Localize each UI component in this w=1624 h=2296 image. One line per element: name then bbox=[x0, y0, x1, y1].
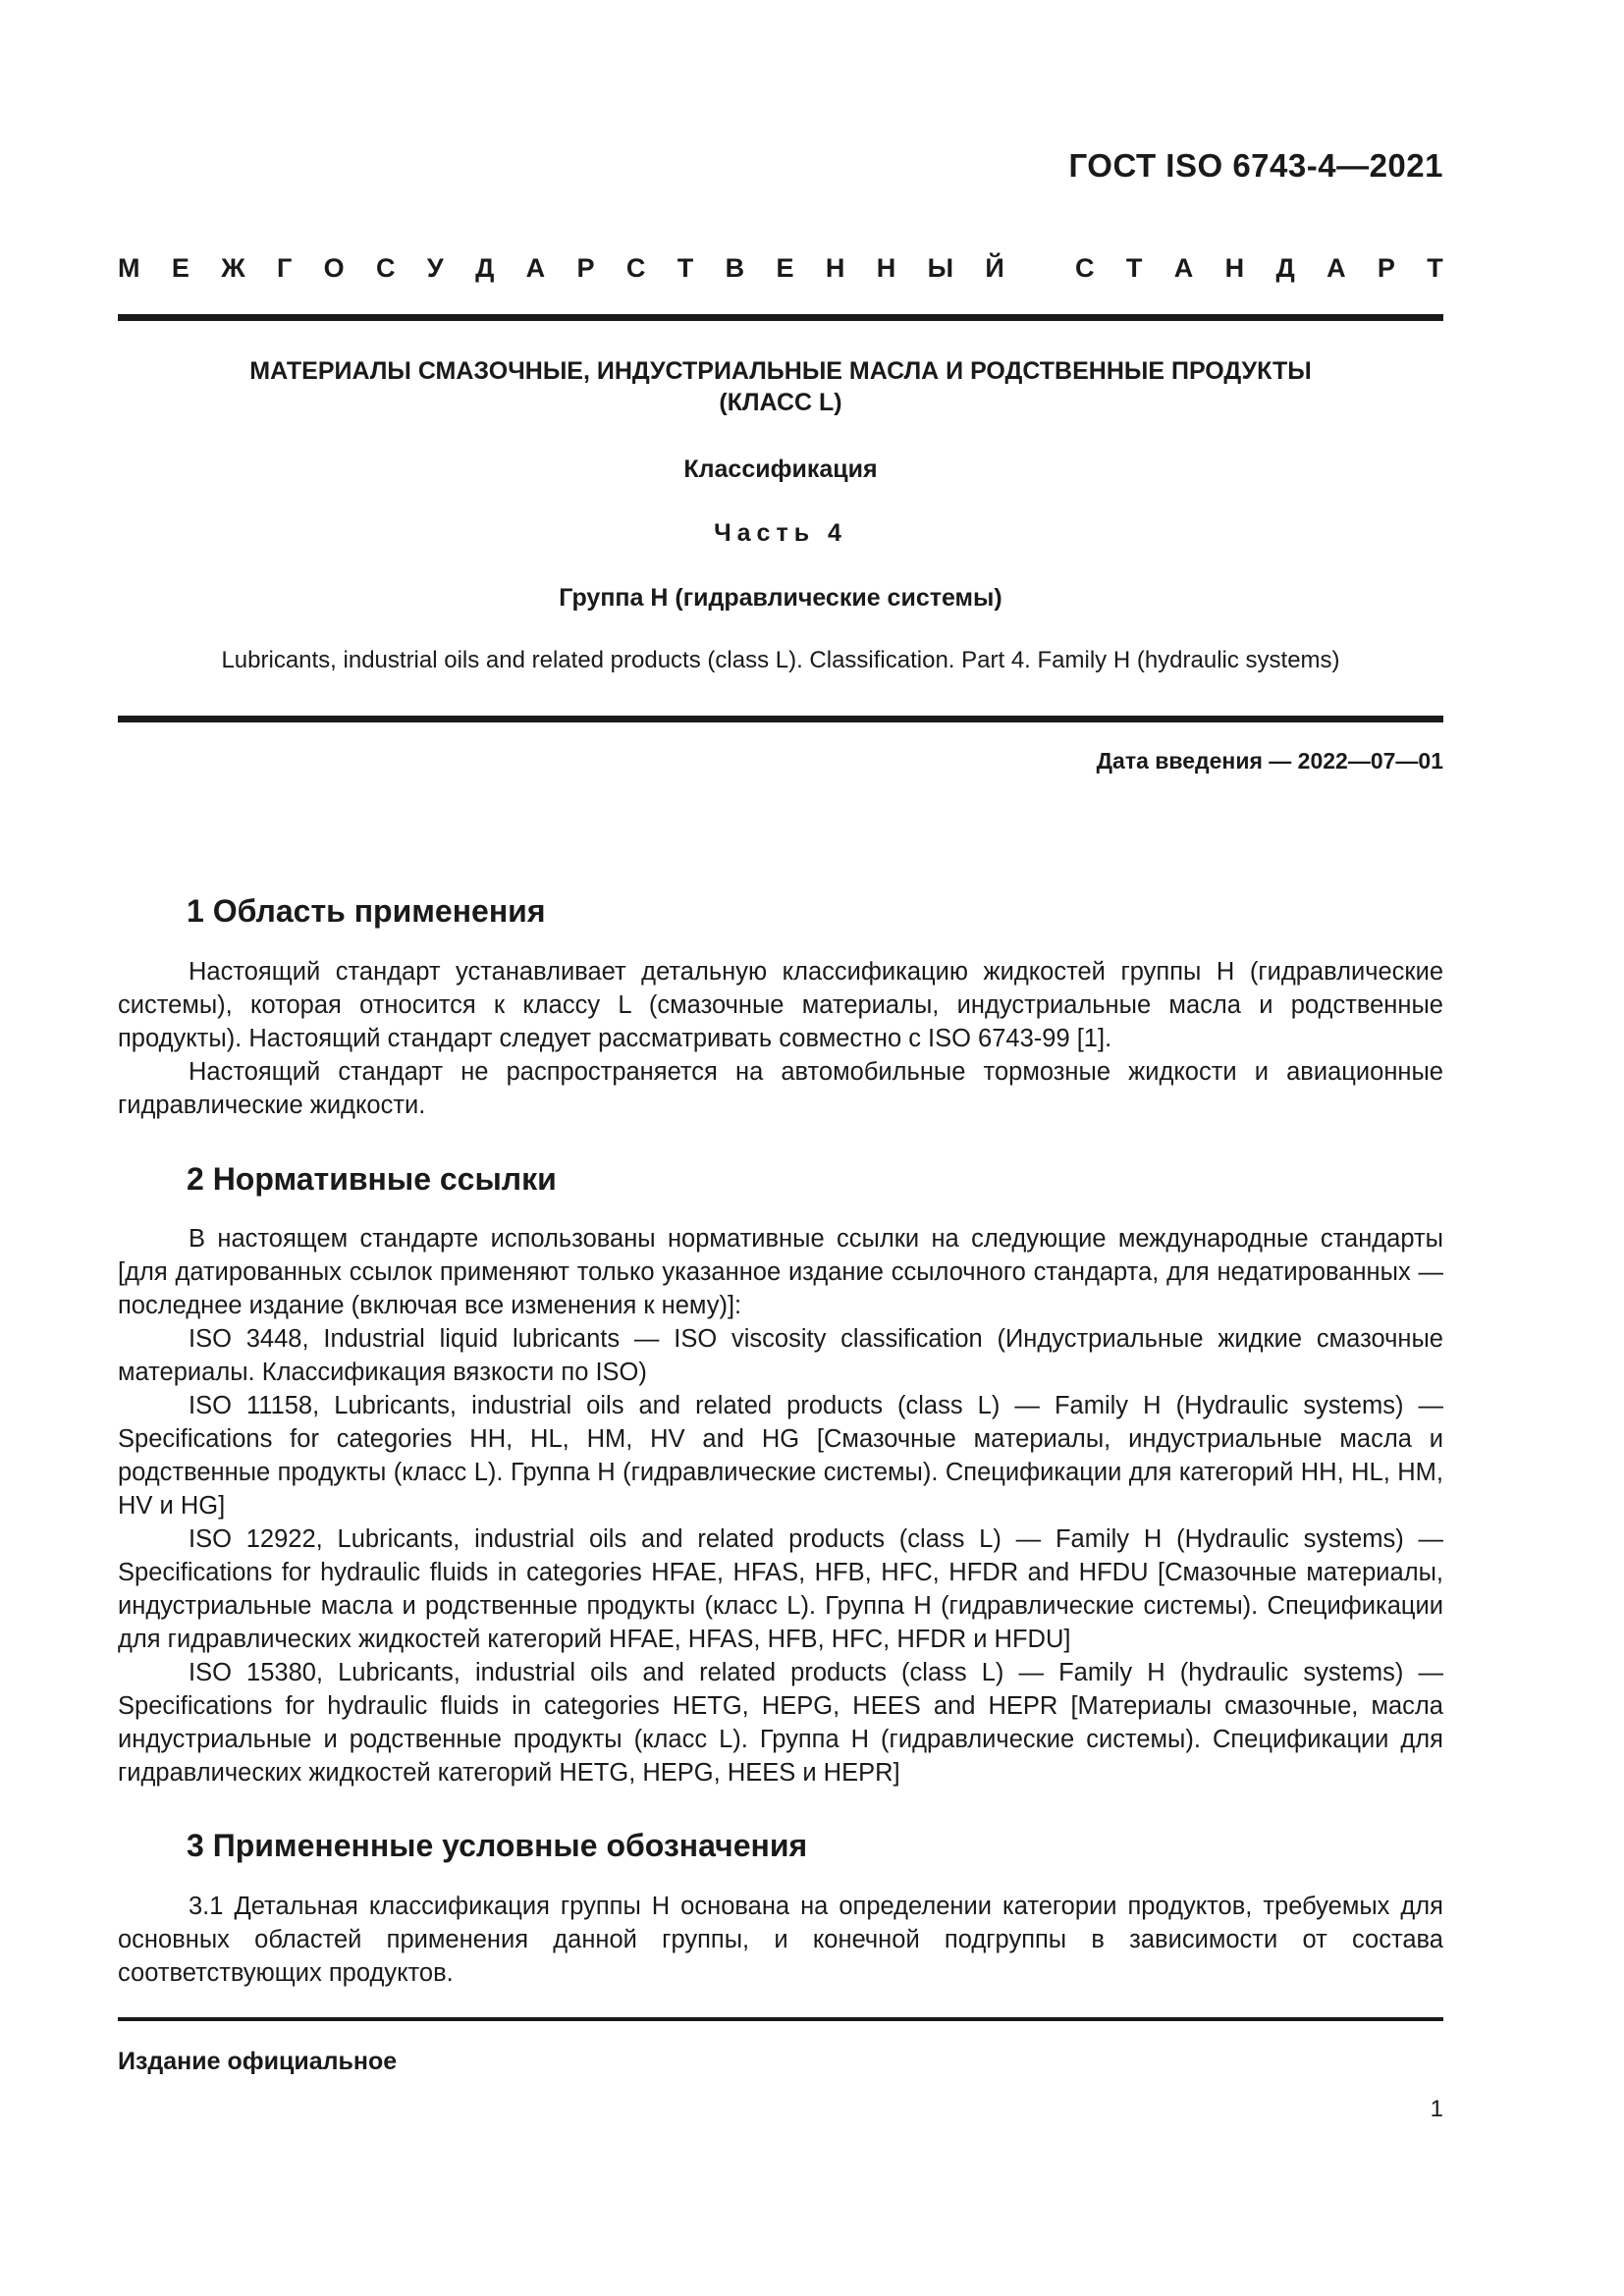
document-number: ГОСТ ISO 6743-4—2021 bbox=[1068, 147, 1443, 184]
banner-letter: Н bbox=[1224, 253, 1245, 283]
section-3-body bbox=[118, 1890, 1443, 1990]
section-2-heading: 2 Нормативные ссылки bbox=[187, 1161, 557, 1197]
banner-letter: Т bbox=[677, 253, 694, 283]
section-1-body bbox=[118, 955, 1443, 1122]
banner-letter: О bbox=[323, 253, 345, 283]
section-2-body bbox=[118, 1222, 1443, 1789]
footer-rule bbox=[118, 2017, 1443, 2021]
banner-letter: Д bbox=[475, 253, 495, 283]
banner-letter: Т bbox=[1427, 253, 1443, 283]
banner-letter: Н bbox=[876, 253, 896, 283]
banner-letter: Е bbox=[776, 253, 794, 283]
header-rule bbox=[118, 314, 1443, 321]
banner-letter: Е bbox=[171, 253, 189, 283]
official-edition-label: Издание официальное bbox=[118, 2048, 398, 2075]
banner-letter: У bbox=[426, 253, 444, 283]
banner-letter: Й bbox=[985, 253, 1004, 283]
part-number: Часть 4 bbox=[714, 519, 847, 547]
banner-letter: А bbox=[525, 253, 546, 283]
banner-letter: Н bbox=[825, 253, 845, 283]
banner-letter: Т bbox=[1125, 253, 1143, 283]
paragraph: ISO 15380, Lubricants, industrial oils and related products (class L) — Family H (hydraulic systems) — Specifications for hydraulic fluids in categories HETG, HEPG, HEES and HEPR [Материалы смазочные, масла индустриальные и родственные продукты (класс L). Группа H (гидравлические системы). Спецификации для гидравлических жидкостей категорий HETG, HEPG, HEES и HEPR] bbox=[118, 1659, 1443, 1787]
title-line-1: МАТЕРИАЛЫ СМАЗОЧНЫЕ, ИНДУСТРИАЛЬНЫЕ МАСЛА И РОДСТВЕННЫЕ ПРОДУКТЫ bbox=[249, 357, 1312, 385]
interstate-standard-banner bbox=[118, 253, 1443, 284]
title-line-2: (КЛАСС L) bbox=[719, 389, 842, 416]
banner-gap bbox=[1036, 253, 1044, 284]
banner-letter: С bbox=[1075, 253, 1095, 283]
english-title: Lubricants, industrial oils and related products (class L). Classification. Part 4. Family H (hydraulic systems) bbox=[221, 647, 1340, 673]
title-rule bbox=[118, 716, 1443, 722]
banner-letter: А bbox=[1326, 253, 1346, 283]
paragraph: ISO 12922, Lubricants, industrial oils and related products (class L) — Family H (Hydraulic systems) — Specifications for hydraulic fluids in categories HFAE, HFAS, HFB, HFC, HFDR and HFDU [Смазочные материалы, индустриальные масла и родственные продукты (класс L). Группа H (гидравлические системы). Спецификации для гидравлических жидкостей категорий HFAE, HFAS, HFB, HFC, HFDR и HFDU] bbox=[118, 1525, 1443, 1653]
banner-letter: В bbox=[725, 253, 745, 283]
paragraph: ISO 11158, Lubricants, industrial oils and related products (class L) — Family H (Hydraulic systems) — Specifications for categories HH, HL, HM, HV and HG [Смазочные материалы, индустриальные масла и родственные продукты (класс L). Группа H (гидравлические системы). Спецификации для категорий HH, HL, HM, HV и HG] bbox=[118, 1392, 1443, 1520]
classification-subtitle: Классификация bbox=[683, 455, 878, 483]
section-1-heading: 1 Область применения bbox=[187, 893, 546, 929]
banner-letter: Г bbox=[277, 253, 293, 283]
banner-letter: Д bbox=[1275, 253, 1295, 283]
paragraph: Настоящий стандарт не распространяется на автомобильные тормозные жидкости и авиационные гидравлические жидкости. bbox=[118, 1058, 1443, 1119]
section-3-heading: 3 Примененные условные обозначения bbox=[187, 1828, 808, 1863]
introduction-date: Дата введения — 2022—07—01 bbox=[1096, 748, 1443, 774]
banner-letter: А bbox=[1173, 253, 1194, 283]
banner-letter: Р bbox=[576, 253, 595, 283]
banner-letter: С bbox=[625, 253, 646, 283]
paragraph: Настоящий стандарт устанавливает детальную классификацию жидкостей группы H (гидравлические системы), которая относится к классу L (смазочные материалы, индустриальные масла и родственные продукты). Настоящий стандарт следует рассматривать совместно с ISO 6743-99 [1]. bbox=[118, 958, 1443, 1052]
page-number: 1 bbox=[1430, 2096, 1443, 2122]
paragraph: В настоящем стандарте использованы нормативные ссылки на следующие международные стандарты [для датированных ссылок применяют только указанное издание ссылочного стандарта, для недатированных — последнее издание (включая все изменения к нему)]: bbox=[118, 1225, 1443, 1319]
banner-letter: Р bbox=[1377, 253, 1395, 283]
paragraph: ISO 3448, Industrial liquid lubricants — ISO viscosity classification (Индустриальные жидкие смазочные материалы. Классификация вязкости по ISO) bbox=[118, 1325, 1443, 1386]
banner-letter: Ж bbox=[221, 253, 245, 283]
banner-letter: Ы bbox=[927, 253, 954, 283]
document-title bbox=[118, 355, 1443, 418]
paragraph: 3.1 Детальная классификация группы H основана на определении категории продуктов, требуемых для основных областей применения данной группы, и конечной подгруппы в зависимости от состава соответствующих продуктов. bbox=[118, 1893, 1443, 1987]
group-title: Группа H (гидравлические системы) bbox=[559, 584, 1002, 612]
banner-letter: С bbox=[376, 253, 396, 283]
banner-letter: М bbox=[118, 253, 140, 283]
